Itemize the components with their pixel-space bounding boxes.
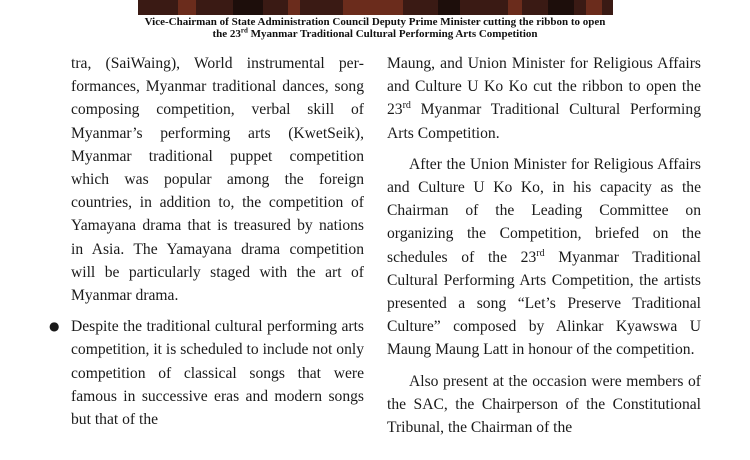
- paragraph-text: After the Union Minister for Religious Affairs and Culture U Ko Ko, in his capacity as the Chairman of the Leading Committee on organizing the Competition, briefed on the schedules of the 23: [387, 155, 701, 266]
- bullet-item: [49, 315, 364, 431]
- right-column: [387, 52, 701, 439]
- ceremony-photo: [138, 0, 613, 15]
- superscript: rd: [536, 247, 545, 259]
- paragraph-text: Myanmar Traditional Cultural Performing Arts Competition, the artists presented a song “Let’s Preserve Traditional Culture” composed by Alinkar Kyawswa U Maung Maung Latt in honour of the competition.: [387, 248, 701, 359]
- left-column: [49, 52, 364, 431]
- caption-line-2: [60, 28, 690, 40]
- paragraph-text: Maung, and Union Minister for Religious Affairs and Culture U Ko Ko cut the ribbon to open the 23: [387, 55, 701, 119]
- right-paragraph-1: [387, 52, 701, 145]
- photo-caption: [60, 16, 690, 40]
- paragraph-text: Myanmar Traditional Cultural Performing Arts Competition.: [387, 101, 701, 142]
- right-paragraph-2: [387, 153, 701, 362]
- caption-line-1: Vice-Chairman of State Administration Council Deputy Prime Minister cutting the ribbon to open: [144, 16, 606, 28]
- superscript: rd: [402, 100, 411, 112]
- caption-text: Myanmar Traditional Cultural Performing Arts Competition: [247, 28, 538, 40]
- right-paragraph-3: Also present at the occasion were members of the SAC, the Chairperson of the Constitutional Tribunal, the Chairman of the: [387, 372, 701, 437]
- caption-text: the 23: [212, 28, 241, 40]
- left-paragraph-1: tra, (SaiWaing), World instrumental performances, Myanmar traditional dances, song composing competition, verbal skill of Myanmar’s performing arts (KwetSeik), Myanmar traditional puppet competition which was popular among the foreign countries, in addition to, the competition of Yamayana drama that is treasured by nations in Asia. The Yamayana drama competition will be particularly staged with the art of Myanmar drama.: [71, 55, 364, 305]
- bullet-text: Despite the traditional cultural performing arts competition, it is scheduled to include not only competition of classical songs that were famous in successive eras and modern songs but that of the: [71, 318, 364, 429]
- caption-superscript: rd: [240, 26, 248, 35]
- bullet-icon: ●: [49, 319, 60, 334]
